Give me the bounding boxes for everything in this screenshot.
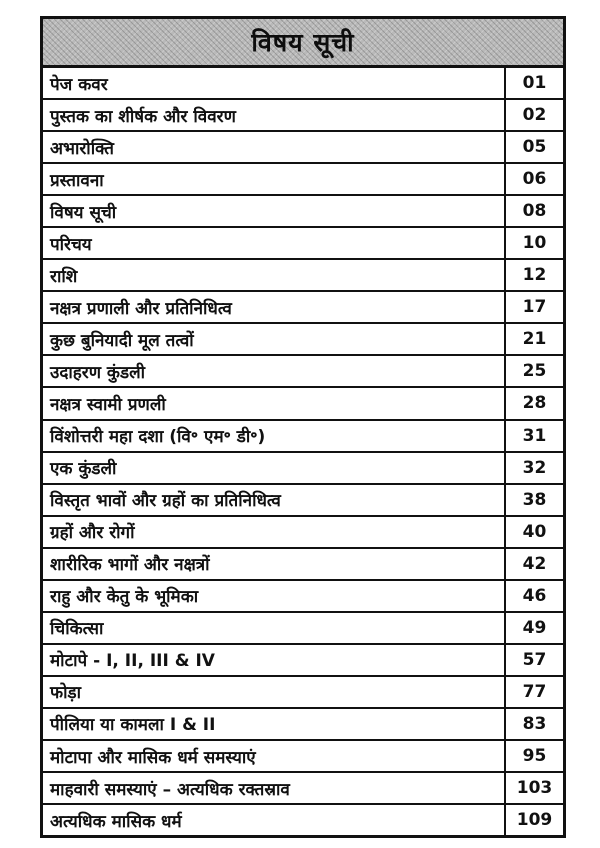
table-row <box>43 260 563 292</box>
toc-entry-label: अभारोक्ति <box>50 138 114 159</box>
table-row <box>43 741 563 773</box>
table-row <box>43 324 563 356</box>
toc-entry-label: मोटापे - I, II, III & IV <box>50 651 215 672</box>
table-row <box>43 453 563 485</box>
toc-entry-label: अत्यधिक मासिक धर्म <box>50 811 182 832</box>
table-row <box>43 421 563 453</box>
toc-entry-page-number: 46 <box>504 581 563 611</box>
table-row <box>43 517 563 549</box>
toc-entry-page-number: 05 <box>504 132 563 162</box>
toc-entry-label: चिकित्सा <box>50 619 104 640</box>
toc-entry-page-number: 57 <box>504 645 563 675</box>
toc-entry-label: एक कुंडली <box>50 459 117 480</box>
toc-entry-label: राशि <box>50 266 78 287</box>
table-row <box>43 549 563 581</box>
toc-entry-label: विषय सूची <box>50 202 117 223</box>
toc-entry-page-number: 12 <box>504 260 563 290</box>
page-title: विषय सूची <box>251 28 355 57</box>
table-row <box>43 581 563 613</box>
toc-header <box>43 19 563 68</box>
table-row <box>43 709 563 741</box>
toc-entry-page-number: 06 <box>504 164 563 194</box>
toc-entry-page-number: 21 <box>504 324 563 354</box>
toc-entry-label: परिचय <box>50 234 92 255</box>
table-row <box>43 805 563 835</box>
toc-entry-page-number: 38 <box>504 485 563 515</box>
toc-rows <box>43 68 563 835</box>
toc-entry-label: प्रस्तावना <box>50 170 104 191</box>
table-row <box>43 100 563 132</box>
table-row <box>43 613 563 645</box>
toc-entry-label: कुछ बुनियादी मूल तत्वों <box>50 330 194 351</box>
toc-entry-page-number: 17 <box>504 292 563 322</box>
toc-entry-page-number: 01 <box>504 68 563 98</box>
table-row <box>43 388 563 420</box>
table-row <box>43 292 563 324</box>
toc-entry-label: फोड़ा <box>50 683 82 704</box>
toc-entry-label: पीलिया या कामला I & II <box>50 715 216 736</box>
toc-entry-page-number: 32 <box>504 453 563 483</box>
toc-entry-page-number: 49 <box>504 613 563 643</box>
toc-entry-page-number: 10 <box>504 228 563 258</box>
table-row <box>43 228 563 260</box>
toc-entry-page-number: 109 <box>504 805 563 835</box>
table-of-contents <box>40 16 566 838</box>
toc-entry-page-number: 02 <box>504 100 563 130</box>
toc-entry-label: उदाहरण कुंडली <box>50 362 146 383</box>
toc-entry-label: शारीरिक भागों और नक्षत्रों <box>50 555 210 576</box>
table-row <box>43 485 563 517</box>
toc-entry-label: माहवारी समस्याएं – अत्यधिक रक्तस्राव <box>50 779 290 800</box>
toc-entry-page-number: 42 <box>504 549 563 579</box>
toc-entry-label: पेज कवर <box>50 74 108 95</box>
toc-entry-page-number: 25 <box>504 356 563 386</box>
toc-entry-page-number: 77 <box>504 677 563 707</box>
toc-entry-label: ग्रहों और रोगों <box>50 523 135 544</box>
table-row <box>43 132 563 164</box>
table-row <box>43 773 563 805</box>
toc-entry-label: नक्षत्र स्वामी प्रणली <box>50 394 166 415</box>
toc-entry-label: पुस्तक का शीर्षक और विवरण <box>50 106 236 127</box>
toc-entry-page-number: 08 <box>504 196 563 226</box>
toc-entry-page-number: 31 <box>504 421 563 451</box>
table-row <box>43 645 563 677</box>
table-row <box>43 677 563 709</box>
toc-entry-label: विस्तृत भावों और ग्रहों का प्रतिनिधित्व <box>50 491 281 512</box>
toc-entry-page-number: 83 <box>504 709 563 739</box>
toc-entry-label: नक्षत्र प्रणाली और प्रतिनिधित्व <box>50 298 232 319</box>
toc-entry-page-number: 95 <box>504 741 563 771</box>
table-row <box>43 356 563 388</box>
table-row <box>43 68 563 100</box>
toc-entry-label: मोटापा और मासिक धर्म समस्याएं <box>50 747 256 768</box>
table-row <box>43 196 563 228</box>
toc-entry-page-number: 103 <box>504 773 563 803</box>
toc-entry-label: विंशोत्तरी महा दशा (वि॰ एम॰ डी॰) <box>50 427 266 448</box>
toc-entry-page-number: 28 <box>504 388 563 418</box>
table-row <box>43 164 563 196</box>
toc-entry-label: राहु और केतु के भूमिका <box>50 587 199 608</box>
toc-entry-page-number: 40 <box>504 517 563 547</box>
